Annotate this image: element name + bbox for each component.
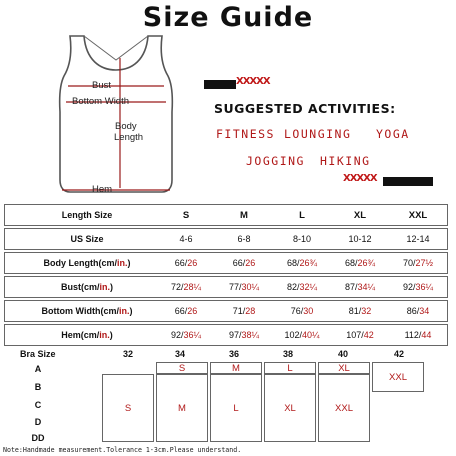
- header-col: XL: [353, 209, 367, 221]
- cup-size: A: [34, 364, 42, 374]
- band-size: 32: [122, 349, 133, 359]
- row-label: Bottom Width(cm/in.): [41, 306, 133, 316]
- size-box-l: L: [210, 374, 262, 442]
- table-row: [4, 228, 448, 250]
- body-length-label-2: Length: [114, 132, 144, 143]
- activity-lounging: LOUNGING: [284, 127, 352, 141]
- decor-bar-bottom: [343, 173, 443, 186]
- cell: 102/40¼: [284, 330, 320, 340]
- band-size: 36: [228, 349, 239, 359]
- cup-size: DD: [31, 433, 45, 443]
- size-box-l-top: L: [264, 362, 316, 374]
- bra-size-label: Bra Size: [20, 349, 56, 359]
- cell: 77/30¼: [228, 282, 260, 292]
- cell: 72/28¼: [170, 282, 202, 292]
- band-size: 42: [393, 349, 404, 359]
- cell: 70/27½: [402, 258, 434, 268]
- size-box-xxl: XXL: [318, 374, 370, 442]
- cell: 97/38¼: [228, 330, 260, 340]
- row-label: Body Length(cm/in.): [43, 258, 131, 268]
- body-length-label-1: Body: [115, 121, 137, 132]
- band-size: 40: [337, 349, 348, 359]
- cell: 87/34¼: [344, 282, 376, 292]
- header-label: Length Size: [61, 210, 113, 220]
- header-col: L: [299, 209, 305, 221]
- size-box-m-top: M: [210, 362, 262, 374]
- cell: 66/26: [174, 306, 198, 316]
- cell: 10-12: [348, 234, 372, 244]
- activity-jogging: JOGGING: [246, 154, 305, 168]
- activity-hiking: HIKING: [320, 154, 371, 168]
- cell: 92/36¼: [402, 282, 434, 292]
- row-label: Hem(cm/in.): [61, 330, 113, 340]
- cell: 82/32¼: [286, 282, 318, 292]
- header-col: XXL: [408, 209, 428, 221]
- cell: 12-14: [406, 234, 430, 244]
- cell: 92/36¼: [170, 330, 202, 340]
- table-row: [4, 276, 448, 298]
- size-box-s: S: [102, 374, 154, 442]
- hem-label: Hem: [92, 184, 113, 195]
- table-row: [4, 252, 448, 274]
- decor-bar-top: [204, 76, 294, 89]
- size-box-xl-top: XL: [318, 362, 370, 374]
- activity-fitness: FITNESS: [216, 127, 275, 141]
- cell: 66/26: [174, 258, 198, 268]
- cell: 68/26¾: [286, 258, 318, 268]
- cell: 8-10: [292, 234, 311, 244]
- size-box-s-top: S: [156, 362, 208, 374]
- bust-label: Bust: [92, 80, 112, 91]
- size-box-m: M: [156, 374, 208, 442]
- row-label: Bust(cm/in.): [60, 282, 113, 292]
- decor-x-top: XXXXX: [236, 76, 270, 87]
- cell: 4-6: [179, 234, 193, 244]
- size-box-xl: XL: [264, 374, 316, 442]
- cell: 6-8: [237, 234, 251, 244]
- tolerance-note: Note:Handmade measurement.Tolerance 1-3cm.Please understand.: [3, 446, 242, 454]
- cell: 112/44: [404, 330, 432, 340]
- row-label: US Size: [70, 234, 104, 244]
- cell: 66/26: [232, 258, 256, 268]
- tank-top-diagram: [56, 30, 176, 198]
- cell: 81/32: [348, 306, 372, 316]
- cell: 71/28: [232, 306, 256, 316]
- band-size: 38: [282, 349, 293, 359]
- header-col: S: [182, 209, 190, 221]
- band-size: 34: [174, 349, 185, 359]
- cup-size: B: [34, 382, 42, 392]
- page-title: Size Guide: [142, 2, 314, 33]
- header-col: M: [240, 209, 248, 221]
- table-row: [4, 324, 448, 346]
- cell: 107/42: [346, 330, 374, 340]
- cell: 86/34: [406, 306, 430, 316]
- cell: 68/26¾: [344, 258, 376, 268]
- activity-yoga: YOGA: [376, 127, 410, 141]
- cup-size: C: [34, 400, 42, 410]
- size-box-xxl-top: XXL: [372, 362, 424, 392]
- table-header-row: [4, 204, 448, 226]
- decor-x-bottom: XXXXX: [343, 173, 377, 184]
- bottom-width-label: Bottom Width: [72, 96, 130, 107]
- table-row: [4, 300, 448, 322]
- cell: 76/30: [290, 306, 314, 316]
- cup-size: D: [34, 417, 42, 427]
- activities-heading: SUGGESTED ACTIVITIES:: [214, 101, 396, 116]
